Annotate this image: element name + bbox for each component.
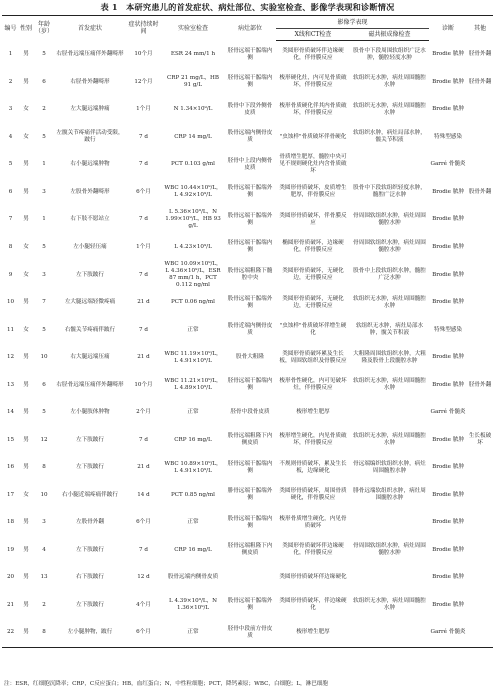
- cell-mri: 软组织无水肿，病灶周围髓腔水肿: [353, 75, 426, 89]
- cell-xray: 梭形增生硬化，内见骨质破坏，伴骨膜反应: [279, 433, 347, 447]
- header-diagnosis: 诊断: [429, 16, 467, 41]
- cell-other: [467, 454, 493, 482]
- cell-symptom: 左大腿远端轻微疼痛: [64, 299, 116, 306]
- cell-mri: 腓骨远端软组织水肿，病灶周围髓腔水肿: [353, 488, 426, 502]
- table-row: [2, 454, 493, 482]
- cell-id: 9: [8, 271, 13, 278]
- cell-duration: 1个月: [136, 106, 151, 113]
- table-title: 表 1 本研究患儿的首发症状、病灶部位、实验室检查、影像学表现和诊断情况: [100, 2, 395, 12]
- cell-sex: 女: [23, 106, 29, 113]
- cell-other: 股骨外翻: [468, 188, 492, 195]
- header-imaging: 影像学表现: [276, 16, 429, 29]
- cell-site: 股骨远端内侧骨皮质: [227, 130, 273, 144]
- cell-lab: WBC 10.44×10⁹/L，L 4.92×10⁹/L: [164, 185, 222, 199]
- cell-other: [467, 564, 493, 592]
- cell-xray: 梭形骨质硬化伴其内骨质破坏，伴骨膜反应: [279, 102, 347, 116]
- table-row: [2, 234, 493, 262]
- cell-mri: [350, 399, 429, 427]
- cell-mri: 软组织无水肿，病灶周围髓腔水肿: [353, 378, 426, 392]
- cell-mri: 股骨中下段软组织轻度水肿，髓腔广泛水肿: [353, 185, 426, 199]
- cell-diagnosis: Brodie 脓肿: [432, 546, 464, 553]
- cell-duration: 7 d: [139, 271, 148, 278]
- cell-sex: 男: [23, 436, 29, 443]
- cell-site: 股骨大粗隆: [236, 354, 264, 361]
- cell-other: 生长板破坏: [468, 433, 492, 447]
- cell-id: 11: [6, 326, 15, 333]
- cell-xray: 类圆形骨质破坏伴边缘硬化，伴骨膜反应: [282, 47, 344, 61]
- cell-age: 5: [42, 51, 46, 57]
- cell-symptom: 左下肢跛行: [76, 464, 104, 471]
- cell-id: 4: [8, 133, 13, 140]
- cell-age: 6: [42, 381, 46, 388]
- cell-sex: 男: [23, 574, 29, 581]
- cell-age: 4: [42, 546, 46, 553]
- cell-site: 股骨远端粗隆下髓腔中央: [227, 268, 273, 281]
- table-row: [2, 509, 493, 537]
- cell-id: 7: [8, 216, 13, 223]
- cell-symptom: 右大腿远端压痛: [70, 354, 110, 361]
- cell-diagnosis: Brodie 脓肿: [432, 106, 464, 113]
- cell-diagnosis: Brodie 脓肿: [432, 243, 464, 250]
- cell-lab: WBC 11.19×10⁹/L，L 4.91×10⁹/L: [164, 350, 222, 364]
- cell-sex: 男: [23, 188, 29, 195]
- table-row: [2, 124, 493, 152]
- cell-diagnosis: Brodie 脓肿: [432, 354, 464, 361]
- cell-other: [467, 592, 493, 620]
- cell-lab: PCT 0.06 ng/ml: [171, 299, 215, 306]
- cell-diagnosis: Brodie 脓肿: [432, 299, 464, 306]
- cell-mri: 骨远端编织软组织水肿，病灶周围髓腔水肿: [353, 460, 426, 474]
- cell-age: 12: [40, 436, 48, 443]
- header-sex: 性别: [19, 16, 33, 41]
- cell-diagnosis: Brodie 脓肿: [432, 271, 464, 278]
- cell-other: [467, 124, 493, 152]
- cell-lab: 股骨远端内侧骨皮质: [167, 574, 219, 581]
- cell-mri: [350, 564, 429, 592]
- cell-xray: 类圆形骨质破坏伴边缘硬化: [279, 574, 347, 581]
- cell-lab: L 4.23×10⁹/L: [174, 243, 212, 250]
- cell-site: 胫骨中段骨皮质: [230, 409, 270, 416]
- cell-mri: 软组织无水肿，病灶周围髓腔水肿: [353, 433, 426, 447]
- cell-id: 18: [6, 519, 15, 526]
- cell-xray: 类圆形骨质破坏，无硬化边，无骨膜反应: [282, 295, 344, 309]
- cell-age: 8: [42, 464, 46, 471]
- cell-mri: 骨周围软组织水肿，病灶周围髓腔水肿: [353, 543, 426, 557]
- cell-symptom: 左小腿轻压痛: [73, 243, 107, 250]
- cell-id: 13: [6, 381, 15, 388]
- cell-mri: 软组织无水肿，病灶周围髓腔水肿: [353, 295, 426, 309]
- cell-xray: 梭形硬化灶，内可见骨质破坏，伴骨膜反应: [279, 75, 347, 89]
- cell-other: [467, 509, 493, 537]
- cell-site: 胫骨远端干骺端内侧: [227, 460, 273, 474]
- cell-duration: 12 d: [137, 574, 150, 581]
- cell-id: 8: [8, 243, 13, 250]
- header-duration: 症状持续时间: [125, 16, 162, 41]
- cell-duration: 1个月: [136, 243, 151, 250]
- cell-age: 1: [42, 161, 46, 168]
- cell-diagnosis: Garré 骨髓炎: [430, 161, 466, 168]
- cell-xray: 类圆形骨质破坏，周围骨质硬化，伴骨膜反应: [279, 488, 347, 502]
- cell-site: 股骨远端干骺端外侧: [227, 598, 273, 612]
- cell-lab: WBC 10.89×10⁹/L，L 4.91×10⁹/L: [164, 460, 222, 474]
- table-row: [2, 482, 493, 510]
- cell-site: 股骨远端干骺端内侧: [227, 515, 273, 529]
- cell-other: [467, 344, 493, 372]
- cell-sex: 男: [23, 51, 29, 57]
- table-row: [2, 69, 493, 97]
- cell-xray: 不规则骨质破坏，累及生长板，边缘硬化: [279, 460, 347, 474]
- cell-age: 10: [40, 354, 48, 361]
- cell-age: 5: [42, 409, 46, 416]
- cell-other: [467, 482, 493, 510]
- cell-lab: 正常: [162, 619, 224, 647]
- cell-site: 股骨近端内侧骨皮质: [227, 323, 273, 337]
- cell-site: 胫骨远端粗隆下内侧皮质: [227, 543, 273, 557]
- table-row: [2, 261, 493, 289]
- cell-age: 10: [40, 491, 48, 498]
- cell-age: 2: [42, 106, 46, 113]
- cell-duration: 10个月: [134, 381, 153, 388]
- cell-id: 21: [6, 601, 15, 608]
- cell-age: 2: [42, 601, 46, 608]
- cell-duration: 6个月: [125, 619, 162, 647]
- cell-symptom: 左小腿肢体肿物: [70, 409, 110, 416]
- table-row: [2, 619, 493, 647]
- cell-lab: WBC 10.09×10⁹/L，L 4.36×10⁹/L，ESR 87 mm/1 h，PCT 0.112 ng/ml: [164, 261, 222, 288]
- header-site: 病灶部位: [224, 16, 276, 41]
- cell-xray: 梭形骨质增生硬化，内见骨质破坏: [279, 515, 347, 529]
- cell-diagnosis: Brodie 脓肿: [432, 216, 464, 223]
- cell-diagnosis: Garré 骨髓炎: [430, 409, 466, 416]
- cell-diagnosis: Brodie 脓肿: [432, 436, 464, 443]
- cell-other: [467, 206, 493, 234]
- cell-lab: PCT 0.103 g/ml: [171, 161, 215, 168]
- table-row: [2, 344, 493, 372]
- cell-sex: 女: [23, 271, 29, 278]
- cell-age: 8: [33, 619, 55, 647]
- cell-xray: "虫蚀样"骨质破坏伴增生硬化: [279, 323, 347, 337]
- cell-id: 5: [8, 161, 13, 168]
- cell-site: 胫骨中上段内侧骨皮质: [227, 157, 273, 171]
- cell-mri: [350, 151, 429, 179]
- cell-duration: 7 d: [139, 216, 148, 223]
- cell-xray: 梭形增生肥厚: [276, 619, 350, 647]
- cell-symptom: 左髋关节疼痛伴活动受限，跛行: [56, 130, 124, 144]
- cell-xray: 骨质增生肥厚，髓腔中央可见不规则硬化灶内含骨质破坏: [279, 154, 347, 175]
- cell-lab: ESR 24 mm/1 h: [170, 51, 216, 57]
- cell-sex: 男: [23, 78, 29, 85]
- cell-sex: 女: [23, 491, 29, 498]
- cell-site: 股骨中下段外侧骨皮质: [227, 102, 273, 116]
- header-symptom: 首发症状: [55, 16, 125, 41]
- cell-sex: 男: [23, 464, 29, 471]
- cell-symptom: 左下肢跛行: [76, 601, 104, 608]
- cell-other: [467, 151, 493, 179]
- cell-diagnosis: 特殊型感染: [434, 133, 462, 140]
- cell-mri: 软组织水肿，病灶局部水肿，髋关节积液: [353, 130, 426, 144]
- cell-duration: 7 d: [139, 436, 148, 443]
- cell-duration: 21 d: [137, 299, 150, 306]
- cell-duration: 7 d: [139, 326, 148, 333]
- cell-symptom: 右胫骨远端压痛伴外翻畸形: [56, 381, 124, 388]
- cell-symptom: 右下肢不愿站立: [70, 216, 110, 223]
- cell-site: 胫骨远端干骺端内侧: [227, 240, 273, 254]
- cell-site: 胫骨远端干骺端内侧: [227, 378, 273, 392]
- cell-site: [224, 564, 276, 592]
- cell-site: 股骨远端干骺端外侧: [227, 212, 273, 226]
- header-age: 年龄（岁）: [33, 16, 55, 41]
- cell-diagnosis: Brodie 脓肿: [432, 51, 464, 57]
- cell-id: 20: [6, 574, 15, 581]
- cell-lab: N 1.34×10⁹/L: [173, 106, 213, 113]
- cell-symptom: 右胫骨外翻畸形: [70, 78, 110, 85]
- cell-sex: 男: [23, 519, 29, 526]
- cell-diagnosis: Brodie 脓肿: [432, 78, 464, 85]
- cell-mri: [350, 509, 429, 537]
- cell-other: [467, 537, 493, 565]
- cell-sex: 男: [23, 299, 29, 306]
- cell-duration: 12个月: [134, 78, 153, 85]
- cell-symptom: 右下肢跛行: [76, 574, 104, 581]
- cell-duration: 7 d: [139, 546, 148, 553]
- cell-lab: CRP 14 mg/L: [174, 133, 212, 140]
- cell-diagnosis: 特殊型感染: [434, 326, 462, 333]
- cell-site: 胫骨远端干骺端内侧: [227, 47, 273, 61]
- cell-age: 3: [42, 188, 46, 195]
- cell-sex: 男: [23, 216, 29, 223]
- cell-age: 5: [42, 326, 46, 333]
- cell-xray: 类圆形骨质破坏，伴边缘硬化: [279, 598, 347, 612]
- cell-other: [467, 317, 493, 345]
- cell-mri: 骨周围软组织水肿，病灶周围髓腔水肿: [353, 212, 426, 226]
- cell-other: [467, 96, 493, 124]
- cell-lab: L 5.36×10⁹/L，N 1.99×10⁹/L，HB 93 g/L: [165, 209, 221, 230]
- cell-lab: CRP 16 mg/L: [174, 546, 212, 553]
- clinical-table: [2, 15, 493, 648]
- cell-duration: 7 d: [139, 161, 148, 168]
- cell-duration: 6个月: [136, 188, 151, 195]
- table-row: [2, 96, 493, 124]
- table-footnote: 注：ESR，红细胞沉降率；CRP，C反应蛋白；HB，血红蛋白；N，中性粒细胞；PCT，降钙素原；WBC，白细胞；L，淋巴细胞: [4, 681, 328, 687]
- table-body: [2, 41, 493, 648]
- cell-sex: 男: [23, 601, 29, 608]
- cell-lab: CRP 21 mg/L，HB 91 g/L: [167, 75, 219, 89]
- cell-mri: 软组织无水肿，病灶周围髓腔水肿: [353, 598, 426, 612]
- cell-lab: WBC 11.21×10⁹/L，L 4.89×10⁹/L: [164, 378, 222, 392]
- cell-sex: 男: [23, 161, 29, 168]
- cell-other: [467, 261, 493, 289]
- cell-symptom: 右小腿近端疼痛伴跛行: [62, 491, 118, 498]
- cell-age: 3: [42, 519, 46, 526]
- cell-lab: CRP 16 mg/L: [174, 436, 212, 443]
- table-row: [2, 206, 493, 234]
- cell-sex: 男: [23, 546, 29, 553]
- cell-xray: 椭圆形骨质破坏，边缘硬化，伴骨膜反应: [282, 240, 344, 254]
- table-row: [2, 564, 493, 592]
- cell-lab: PCT 0.85 ng/ml: [171, 491, 215, 498]
- header-other: 其他: [467, 16, 493, 41]
- cell-diagnosis: Brodie 脓肿: [432, 464, 464, 471]
- cell-other: 胫骨外翻: [468, 78, 492, 85]
- cell-id: 1: [8, 51, 13, 57]
- table-header: [2, 16, 493, 41]
- cell-symptom: 左股骨外翻畸形: [70, 188, 110, 195]
- cell-age: 5: [42, 243, 46, 250]
- cell-symptom: 左小腿肿物，跛行: [55, 619, 125, 647]
- cell-xray: 梭形骨性硬化，内可见破坏灶，伴骨膜反应: [279, 378, 347, 392]
- table-row: [2, 179, 493, 207]
- cell-id: 10: [6, 299, 15, 306]
- table-row: [2, 537, 493, 565]
- cell-id: 22: [2, 619, 19, 647]
- cell-lab: 正常: [187, 519, 199, 526]
- cell-mri: 股骨中下段周围软组织广泛水肿，髓腔轻度水肿: [353, 47, 426, 61]
- cell-duration: 6个月: [136, 519, 151, 526]
- cell-id: 16: [6, 464, 15, 471]
- cell-sex: 女: [23, 243, 29, 250]
- header-lab: 实验室检查: [162, 16, 224, 41]
- table-row: [2, 592, 493, 620]
- cell-site: 股骨远端干骺端外侧: [227, 295, 273, 309]
- table-row: [2, 317, 493, 345]
- cell-xray: 类圆形骨质破坏，伴骨膜反应: [279, 212, 347, 226]
- cell-id: 3: [8, 106, 13, 113]
- cell-age: 13: [40, 574, 48, 581]
- cell-mri: 大粗隆周围软组织水肿，大粗隆及股骨上段髓腔水肿: [353, 350, 426, 364]
- cell-xray: 梭形增生肥厚: [296, 409, 330, 416]
- table-row: [2, 289, 493, 317]
- cell-sex: 男: [19, 619, 33, 647]
- cell-sex: 男: [23, 409, 29, 416]
- cell-duration: 2个月: [136, 409, 151, 416]
- cell-other: [467, 399, 493, 427]
- cell-duration: 10个月: [134, 51, 153, 57]
- table-row: [2, 372, 493, 400]
- cell-age: 5: [42, 133, 46, 140]
- cell-id: 2: [8, 78, 13, 85]
- cell-diagnosis: Brodie 脓肿: [432, 381, 464, 388]
- cell-site: 胫骨中段前方骨皮质: [224, 619, 276, 647]
- cell-xray: 类圆形骨质破坏，无硬化边，无骨膜反应: [282, 268, 344, 281]
- cell-age: 6: [42, 78, 46, 85]
- table-row: [2, 151, 493, 179]
- cell-diagnosis: Brodie 脓肿: [432, 188, 464, 195]
- cell-mri: 软组织无水肿，病灶局部水肿，髋关节积液: [355, 323, 424, 337]
- cell-other: 胫骨外翻: [468, 381, 492, 388]
- cell-diagnosis: Brodie 脓肿: [432, 519, 464, 526]
- cell-sex: 男: [23, 354, 29, 361]
- cell-other: 胫骨外翻: [468, 51, 492, 57]
- header-xray: X线和CT检查: [276, 29, 350, 41]
- cell-mri: 股骨中上段软组织水肿，髓腔广泛水肿: [353, 268, 426, 281]
- cell-age: 3: [42, 271, 46, 278]
- cell-duration: 14 d: [137, 491, 150, 498]
- cell-id: 19: [6, 546, 15, 553]
- cell-diagnosis: Brodie 脓肿: [432, 491, 464, 498]
- cell-diagnosis: Brodie 脓肿: [432, 574, 464, 581]
- cell-site: 股骨远端干骺端外侧: [227, 185, 273, 199]
- cell-xray: 类圆形骨质破坏累及生长板，周围软组织及骨膜反应: [279, 350, 347, 364]
- cell-lab: 正常: [187, 326, 199, 333]
- cell-duration: 21 d: [137, 464, 150, 471]
- cell-other: [467, 289, 493, 317]
- cell-diagnosis: Brodie 脓肿: [432, 601, 464, 608]
- cell-age: 1: [42, 216, 46, 223]
- cell-symptom: 左大腿远端肿痛: [70, 106, 110, 113]
- cell-symptom: 右胫骨远端压痛伴外翻畸形: [56, 51, 124, 57]
- cell-site: 股骨远端粗隆下内侧皮质: [227, 433, 273, 447]
- cell-symptom: 右小腿远端肿物: [70, 161, 110, 168]
- cell-xray: 类圆形骨质破坏，皮质增生肥厚，伴骨膜反应: [279, 185, 347, 199]
- cell-mri: [350, 619, 429, 647]
- cell-lab: L 4.39×10⁹/L，N 1.36×10⁹/L: [168, 598, 218, 612]
- cell-symptom: 右髋关节疼痛伴跛行: [64, 326, 116, 333]
- cell-other: [467, 234, 493, 262]
- cell-sex: 女: [23, 326, 29, 333]
- cell-duration: 7 d: [139, 133, 148, 140]
- cell-other: [467, 619, 493, 647]
- cell-symptom: 左下肢跛行: [76, 546, 104, 553]
- cell-id: 15: [6, 436, 15, 443]
- table-row: [2, 41, 493, 69]
- cell-id: 6: [8, 188, 13, 195]
- table-row: [2, 427, 493, 455]
- cell-site: 胫骨远端干骺端内侧: [227, 75, 273, 89]
- cell-sex: 女: [23, 133, 29, 140]
- cell-symptom: 左股骨外翻: [76, 519, 104, 526]
- header-id: 编号: [2, 16, 19, 41]
- cell-xray: "虫蚀样"骨质破坏伴骨硬化: [279, 133, 347, 140]
- cell-xray: 类圆形骨质破坏伴边缘硬化，伴骨膜反应: [282, 543, 344, 557]
- cell-sex: 男: [23, 381, 29, 388]
- cell-symptom: 左下肢跛行: [76, 436, 104, 443]
- cell-age: 7: [42, 299, 46, 306]
- cell-mri: 骨周围软组织水肿，病灶周围髓腔水肿: [353, 240, 426, 254]
- cell-site: 腓骨远端干骺端外侧: [227, 488, 273, 502]
- cell-diagnosis: Garré 骨髓炎: [429, 619, 467, 647]
- cell-mri: 软组织无水肿，病灶周围髓腔水肿: [353, 102, 426, 116]
- table-row: [2, 399, 493, 427]
- cell-duration: 4个月: [136, 601, 151, 608]
- cell-id: 12: [6, 354, 15, 361]
- header-mri: 磁共振成像检查: [350, 29, 429, 41]
- cell-id: 14: [6, 409, 15, 416]
- cell-id: 17: [6, 491, 15, 498]
- cell-lab: 正常: [187, 409, 199, 416]
- cell-duration: 21 d: [137, 354, 150, 361]
- cell-symptom: 左下肢跛行: [76, 271, 104, 278]
